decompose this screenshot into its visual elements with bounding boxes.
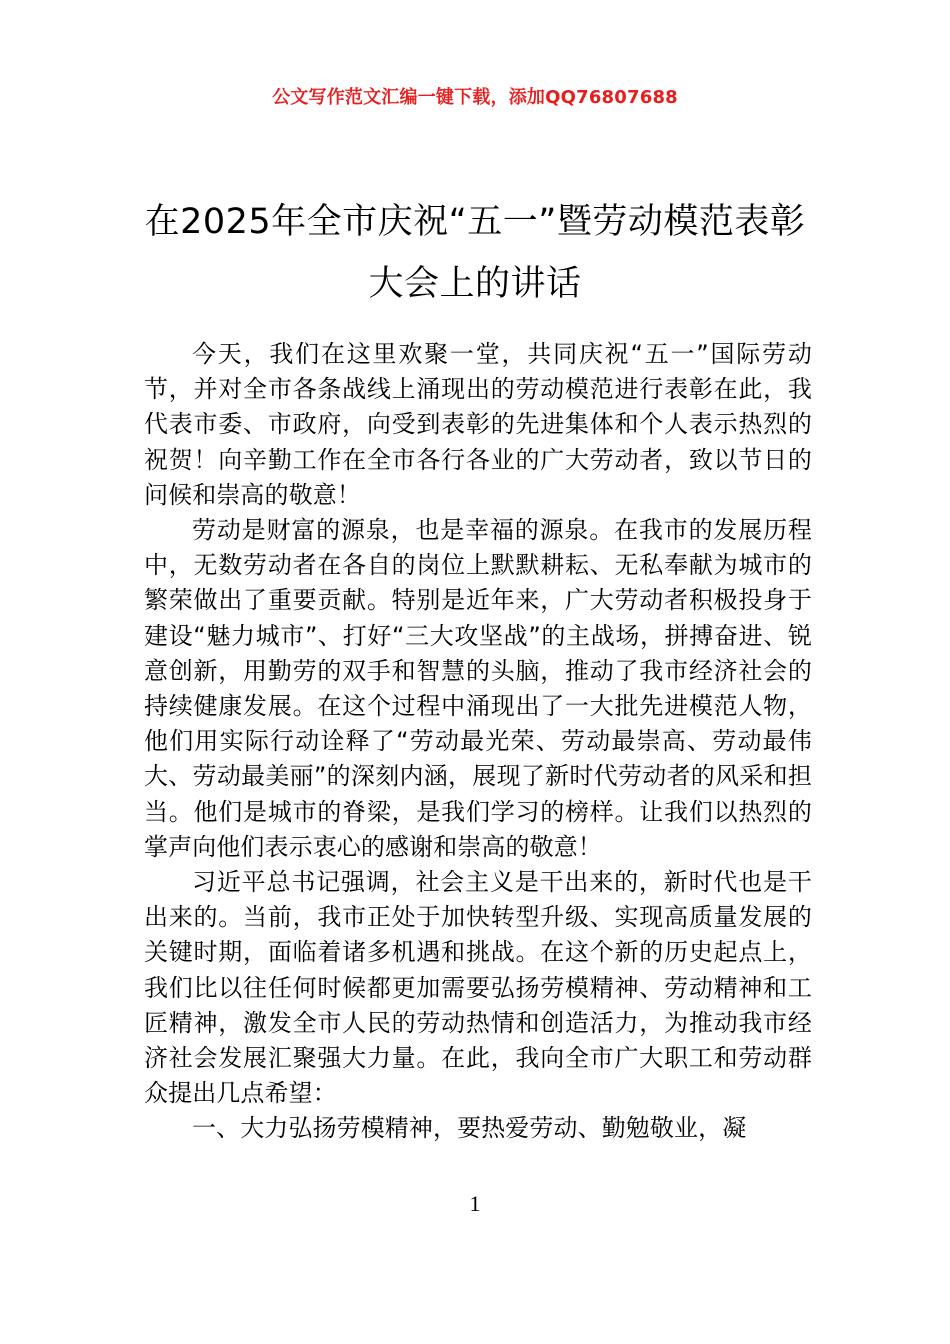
paragraph-3: 习近平总书记强调，社会主义是干出来的，新时代也是干出来的。当前，我市正处于加快转型升级、实现高质量发展的关键时期，面临着诸多机遇和挑战。在这个新的历史起点上，我们比以往任何时候都更加需要弘扬劳模精神、劳动精神和工匠精神，激发全市人民的劳动热情和创造活力，为推动我市经济社会发展汇聚强大力量。在此，我向全市广大职工和劳动群众提出几点希望：: [144, 868, 812, 1108]
document-body: [144, 337, 812, 1147]
page-number: 1: [469, 1191, 481, 1216]
paragraph-4: 一、大力弘扬劳模精神，要热爱劳动、勤勉敬业，凝: [192, 1114, 747, 1143]
paragraph-2: 劳动是财富的源泉，也是幸福的源泉。在我市的发展历程中，无数劳动者在各自的岗位上默默耕耘、无私奉献为城市的繁荣做出了重要贡献。特别是近年来，广大劳动者积极投身于建设“魅力城市”、打好“三大攻坚战”的主战场，拼搏奋进、锐意创新，用勤劳的双手和智慧的头脑，推动了我市经济社会的持续健康发展。在这个过程中涌现出了一大批先进模范人物，他们用实际行动诠释了“劳动最光荣、劳动最崇高、劳动最伟大、劳动最美丽”的深刻内涵，展现了新时代劳动者的风采和担当。他们是城市的脊梁，是我们学习的榜样。让我们以热烈的掌声向他们表示衷心的感谢和崇高的敬意！: [144, 516, 812, 861]
download-notice: 公文写作范文汇编一键下载，添加QQ76807688: [272, 87, 678, 108]
document-title: 在2025年全市庆祝“五一”暨劳动模范表彰大会上的讲话: [144, 202, 806, 305]
paragraph-1: 今天，我们在这里欢聚一堂，共同庆祝“五一”国际劳动节，并对全市各条战线上涌现出的劳动模范进行表彰在此，我代表市委、市政府，向受到表彰的先进集体和个人表示热烈的祝贺！向辛勤工作在全市各行各业的广大劳动者，致以节日的问候和崇高的敬意！: [144, 340, 812, 509]
